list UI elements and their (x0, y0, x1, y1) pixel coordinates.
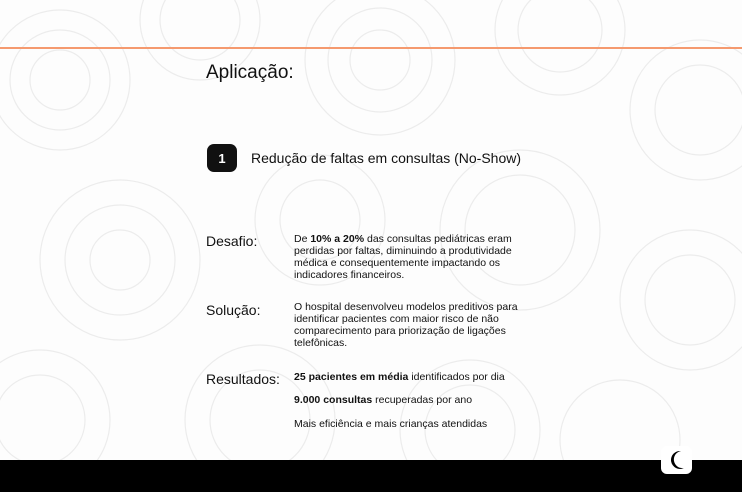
desafio-text: De 10% a 20% das consultas pediátricas eram perdidas por faltas, diminuindo a produtividade médica e consequentemente impactando os indicadores financeiros. (294, 233, 512, 281)
accent-divider (0, 47, 742, 49)
solucao-label: Solução: (206, 302, 261, 318)
desafio-highlight: 10% a 20% (310, 233, 365, 245)
desafio-label: Desafio: (206, 233, 258, 249)
page-title: Aplicação: (206, 62, 294, 83)
step-title: Redução de faltas em consultas (No-Show) (251, 150, 522, 166)
crescent-moon-logo-icon (661, 446, 692, 474)
footer-bar (0, 460, 742, 492)
result-item: 9.000 consultas recuperadas por ano (294, 394, 473, 406)
solucao-text: O hospital desenvolveu modelos preditivos para identificar pacientes com maior risco de não comparecimento para priorização de ligações telefônicas. (294, 301, 518, 349)
step-number-badge: 1 (207, 144, 237, 172)
step-item (207, 144, 521, 172)
resultados-label: Resultados: (206, 371, 280, 387)
result-item: Mais eficiência e mais crianças atendidas (294, 418, 488, 430)
result-item: 25 pacientes em média identificados por dia (294, 371, 505, 383)
